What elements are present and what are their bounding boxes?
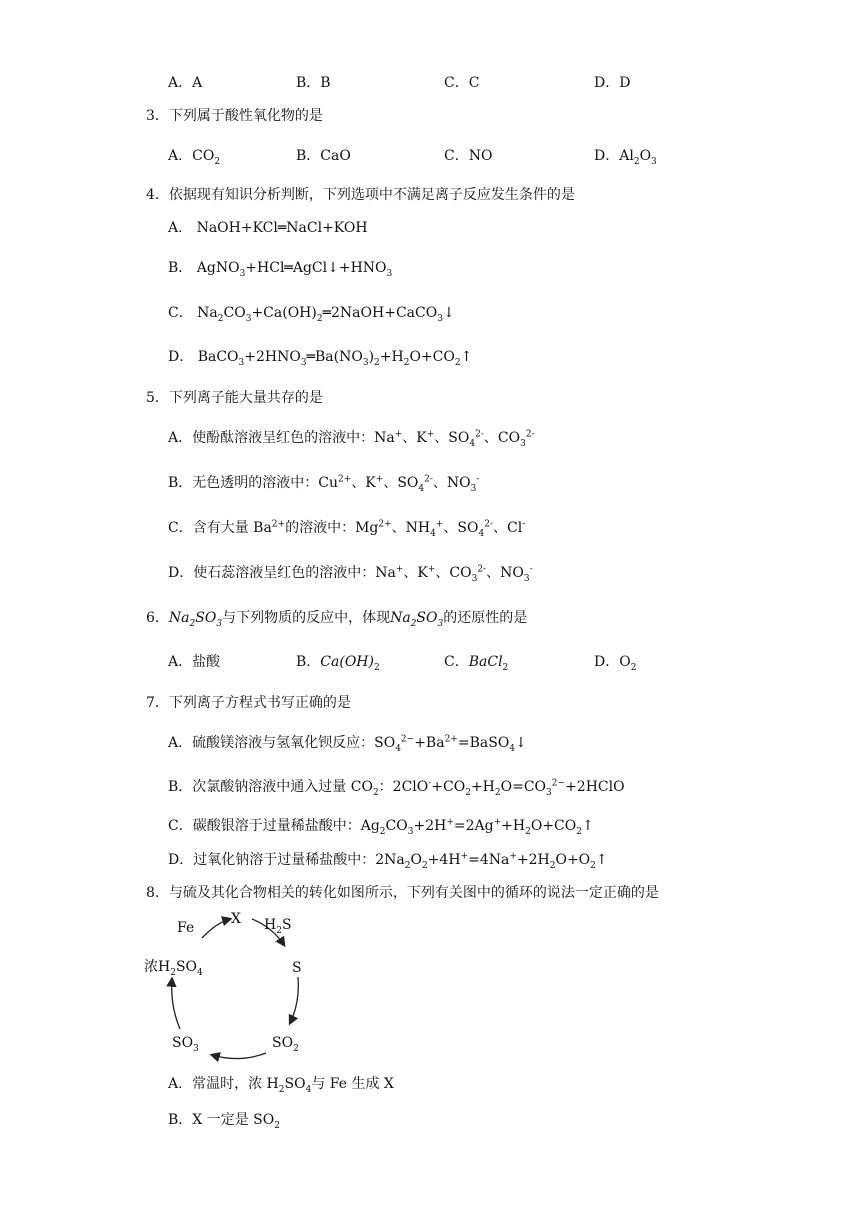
q3-stem: 3．下列属于酸性氧化物的是 <box>146 108 323 124</box>
q2-option-c: C．C <box>444 75 480 91</box>
q7-option-d: D．过氧化钠溶于过量稀盐酸中：$2Na_2O_2+4H^+=4Na^++2H_2O+O_2↑$ <box>168 851 608 871</box>
q4-stem: 4．依据现有知识分析判断，下列选项中不满足离子反应发生条件的是 <box>146 187 575 203</box>
sulfur-cycle-diagram <box>140 905 340 1065</box>
arrow-so3-to-conc <box>172 979 180 1029</box>
q4-option-a: A． NaOH+KCl═NaCl+KOH <box>168 220 368 236</box>
q4-option-b: B． $AgNO_3+HCl═AgCl↓+HNO_3$ <box>168 260 393 279</box>
q5-option-a: A．使酚酞溶液呈红色的溶液中：Na+、K+、$SO_4^{2-}$、$CO_3^{2-}$ <box>168 429 535 449</box>
q7-option-c: C．碳酸银溶于过量稀盐酸中：$Ag_2CO_3+2H^+=2Ag^++H_2O+CO_2↑$ <box>168 817 594 837</box>
q4-option-d: D． $BaCO_3+2HNO_3═Ba(NO_3)_2+H_2O+CO_2↑$ <box>168 349 473 368</box>
q5-option-b: B．无色透明的溶液中：$Cu^{2+}$、K+、$SO_4^{2-}$、$NO_3^-$ <box>168 474 480 494</box>
label-x: X <box>231 911 241 927</box>
q8-option-a: A．常温时，浓 $H_2SO_4$与 Fe 生成 X <box>168 1076 394 1095</box>
label-s: S <box>292 960 302 976</box>
q7-option-b: B．次氯酸钠溶液中通入过量 $CO_2$：$2ClO^-+CO_2+H_2O=CO_3^{2-}+2HClO$ <box>168 778 625 798</box>
q8-stem: 8．与硫及其化合物相关的转化如图所示，下列有关图中的循环的说法一定正确的是 <box>146 885 659 901</box>
q6-option-d: D．$O_2$ <box>594 654 637 673</box>
q4-option-c: C． $Na_2CO_3+Ca(OH)_2═2NaOH+CaCO_3↓$ <box>168 305 455 324</box>
label-fe: Fe <box>177 920 195 936</box>
arrow-fe-to-x <box>202 919 230 938</box>
arrow-so2-to-so3 <box>212 1053 266 1059</box>
q6-stem: 6．$Na_2SO_3$与下列物质的反应中，体现$Na_2SO_3$的还原性的是 <box>146 610 528 629</box>
q7-stem: 7．下列离子方程式书写正确的是 <box>146 695 351 711</box>
q3-option-b: B．CaO <box>296 148 351 164</box>
label-conc-h2so4: 浓$H_2SO_4$ <box>144 959 203 978</box>
q7-option-a: A．硫酸镁溶液与氢氧化钡反应：$SO_4^{2-}+Ba^{2+}=BaSO_4↓$ <box>168 734 527 754</box>
q6-option-a: A．盐酸 <box>168 654 221 670</box>
q3-option-a: A．$CO_2$ <box>168 148 221 167</box>
q5-option-d: D．使石蕊溶液呈红色的溶液中：Na+、K+、$CO_3^{2-}$、$NO_3^-$ <box>168 564 533 584</box>
label-so2: $SO_2$ <box>272 1035 299 1054</box>
q3-option-c: C．NO <box>444 148 493 164</box>
label-so3: $SO_3$ <box>172 1035 199 1054</box>
q5-option-c: C．含有大量 $Ba^{2+}$的溶液中：$Mg^{2+}$、$NH_4^+$、$SO_4^{2-}$、Cl- <box>168 519 526 539</box>
q3-option-d: D．$Al_2O_3$ <box>594 148 657 167</box>
q2-option-b: B．B <box>296 75 331 91</box>
arrow-s-to-so2 <box>290 977 298 1023</box>
q5-stem: 5．下列离子能大量共存的是 <box>146 390 323 406</box>
q2-option-d: D．D <box>594 75 631 91</box>
q6-option-c: C．BaCl$_2$ <box>444 654 509 673</box>
label-h2s: $H_2S$ <box>264 917 292 936</box>
q6-option-b: B．$Ca(OH)_2$ <box>296 654 380 673</box>
q2-option-a: A．A <box>168 75 203 91</box>
q8-option-b: B．X 一定是 $SO_2$ <box>168 1112 280 1131</box>
